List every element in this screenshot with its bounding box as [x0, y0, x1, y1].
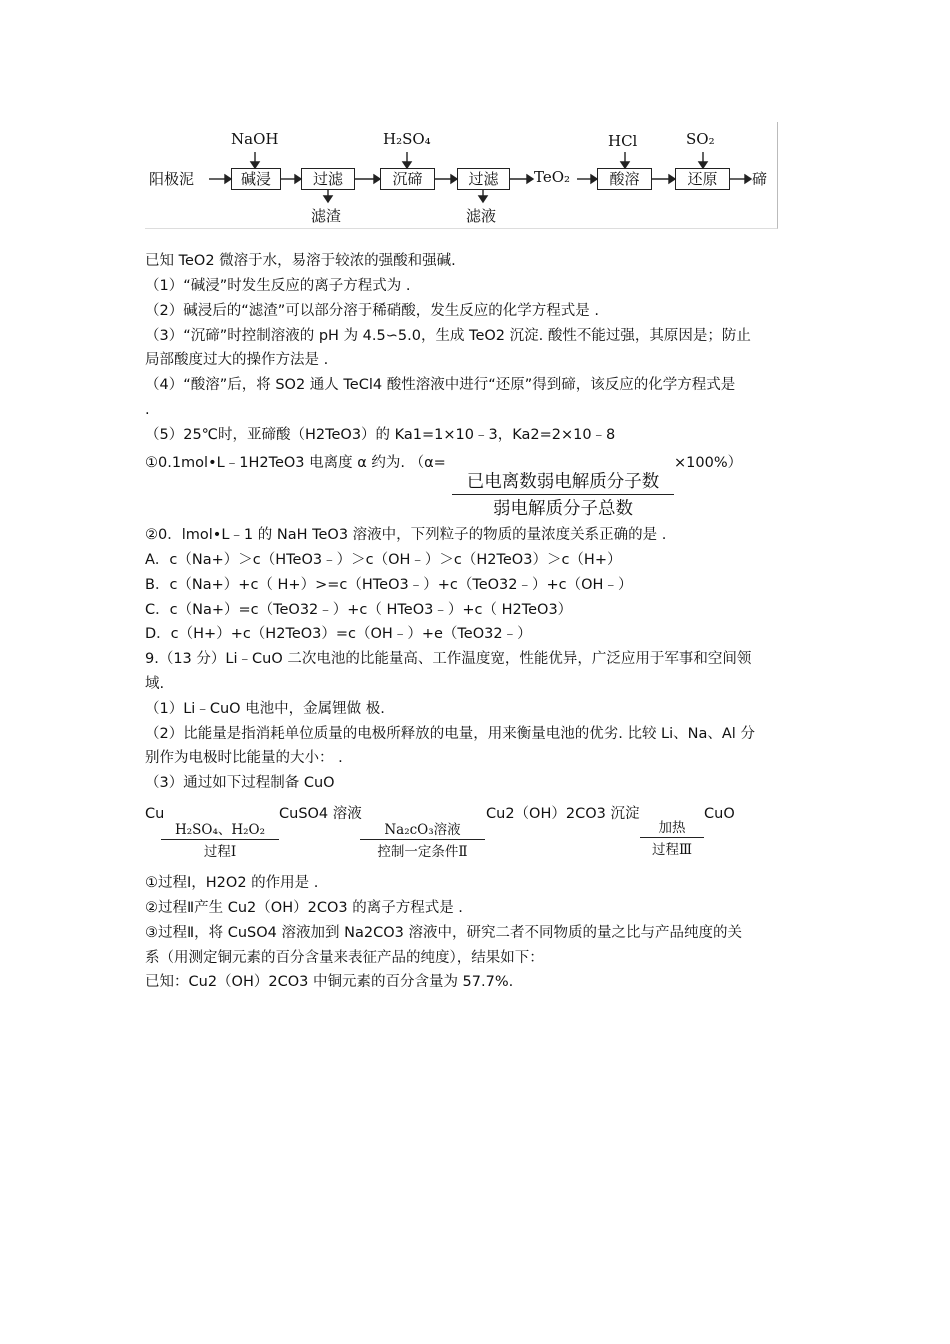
text-line: 9.（13 分）Li﹣CuO 二次电池的比能量高、工作温度宽，性能优异，广泛应用于军事和空间领	[145, 651, 752, 667]
option-a: A．c（Na+）＞c（HTeO3﹣）＞c（OH﹣）＞c（H2TeO3）＞c（H+）	[145, 552, 622, 568]
option-b: B．c（Na+）+c（ H+）>=c（HTeO3﹣）+c（TeO32﹣）+c（OH﹣）	[145, 577, 633, 593]
text-line: 别作为电极时比能量的大小： .	[145, 750, 343, 766]
reagent-naoh: NaOH	[231, 130, 279, 148]
process-flowchart	[145, 122, 778, 229]
reagent-so2: SO₂	[686, 130, 715, 148]
arrow-1-label: 过程Ⅰ	[203, 844, 237, 860]
text-line: （3）“沉碲”时控制溶液的 pH 为 4.5∽5.0，生成 TeO2 沉淀. 酸性不能过强，其原因是；防止	[145, 328, 751, 344]
text-line: ②过程Ⅱ产生 Cu2（OH）2CO3 的离子方程式是 .	[145, 900, 463, 916]
text-line: 已知 TeO2 微溶于水，易溶于较浓的强酸和强碱.	[145, 253, 456, 269]
text-line: （2）比能量是指消耗单位质量的电极所释放的电量，用来衡量电池的优劣. 比较 Li、Na、Al 分	[145, 726, 755, 742]
text-line: （4）“酸溶”后，将 SO2 通人 TeCl4 酸性溶液中进行“还原”得到碲，该反应的化学方程式是	[145, 377, 736, 393]
arrow-2-reagent: Na₂cO₃溶液	[360, 818, 485, 840]
text-line: 系（用测定铜元素的百分含量来表征产品的纯度），结果如下：	[145, 950, 544, 966]
option-d: D．c（H+）+c（H2TeO3）=c（OH﹣）+e（TeO32﹣）	[145, 626, 532, 642]
intermediate-teo2: TeO₂	[534, 168, 571, 186]
process-cuso4: CuSO4 溶液	[279, 806, 362, 822]
step-reduce: 还原	[675, 168, 730, 190]
process-arrow-2	[360, 818, 485, 860]
step-alkali-leach: 碱浸	[231, 168, 281, 190]
text-line: （1）Li﹣CuO 电池中，金属锂做 极.	[145, 701, 385, 717]
text-line: .	[145, 402, 150, 418]
step-filter-1: 过滤	[301, 168, 355, 190]
alpha-suffix: ×100%）	[674, 455, 743, 471]
step-acid-dissolve: 酸溶	[597, 168, 652, 190]
text-line: （5）25℃时，亚碲酸（H2TeO3）的 Ka1=1×10﹣3，Ka2=2×10﹣8	[145, 427, 616, 443]
text-line: （3）通过如下过程制备 CuO	[145, 775, 335, 791]
text-line: （1）“碱浸”时发生反应的离子方程式为 .	[145, 278, 411, 294]
fraction-numerator: 已电离数弱电解质分子数	[452, 468, 674, 495]
flow-residue: 滤渣	[311, 207, 342, 225]
process-arrow-1	[161, 818, 279, 860]
text-line: 局部酸度过大的操作方法是 .	[145, 352, 329, 368]
text-line: （2）碱浸后的“滤渣”可以部分溶于稀硝酸，发生反应的化学方程式是 .	[145, 303, 599, 319]
text-line: ①过程Ⅰ，H2O2 的作用是 .	[145, 875, 319, 891]
step-filter-2: 过滤	[457, 168, 510, 190]
reagent-hcl: HCl	[608, 132, 638, 150]
text-line: 已知：Cu2（OH）2CO3 中铜元素的百分含量为 57.7%.	[145, 974, 514, 990]
text-line: 域.	[145, 676, 165, 692]
arrow-3-reagent: 加热	[640, 816, 704, 838]
process-cu2oh2co3: Cu2（OH）2CO3 沉淀	[486, 806, 640, 822]
alpha-question: ①0.1mol•L﹣1H2TeO3 电离度 α 约为. （α=	[145, 455, 446, 471]
fraction-denominator: 弱电解质分子总数	[493, 499, 633, 519]
flow-product: 碲	[752, 170, 768, 188]
arrow-3-label: 过程Ⅲ	[651, 842, 693, 858]
process-cu: Cu	[145, 806, 165, 822]
ionization-fraction	[452, 468, 674, 520]
flow-filtrate: 滤液	[466, 207, 497, 225]
flow-start: 阳极泥	[149, 170, 195, 188]
step-precipitate-te: 沉碲	[380, 168, 435, 190]
option-c: C．c（Na+）=c（TeO32﹣）+c（ HTeO3﹣）+c（ H2TeO3）	[145, 602, 573, 618]
text-line: ③过程Ⅱ，将 CuSO4 溶液加到 Na2CO3 溶液中，研究二者不同物质的量之比与产品纯度的关	[145, 925, 742, 941]
process-arrow-3	[640, 816, 704, 858]
arrow-1-reagent: H₂SO₄、H₂O₂	[161, 818, 279, 840]
reagent-h2so4: H₂SO₄	[383, 130, 431, 148]
arrow-2-label: 控制一定条件Ⅱ	[377, 844, 468, 860]
text-line: ②0．lmol•L﹣1 的 NaH TeO3 溶液中，下列粒子的物质的量浓度关系正确的是 .	[145, 527, 667, 543]
process-cuo: CuO	[704, 806, 735, 822]
